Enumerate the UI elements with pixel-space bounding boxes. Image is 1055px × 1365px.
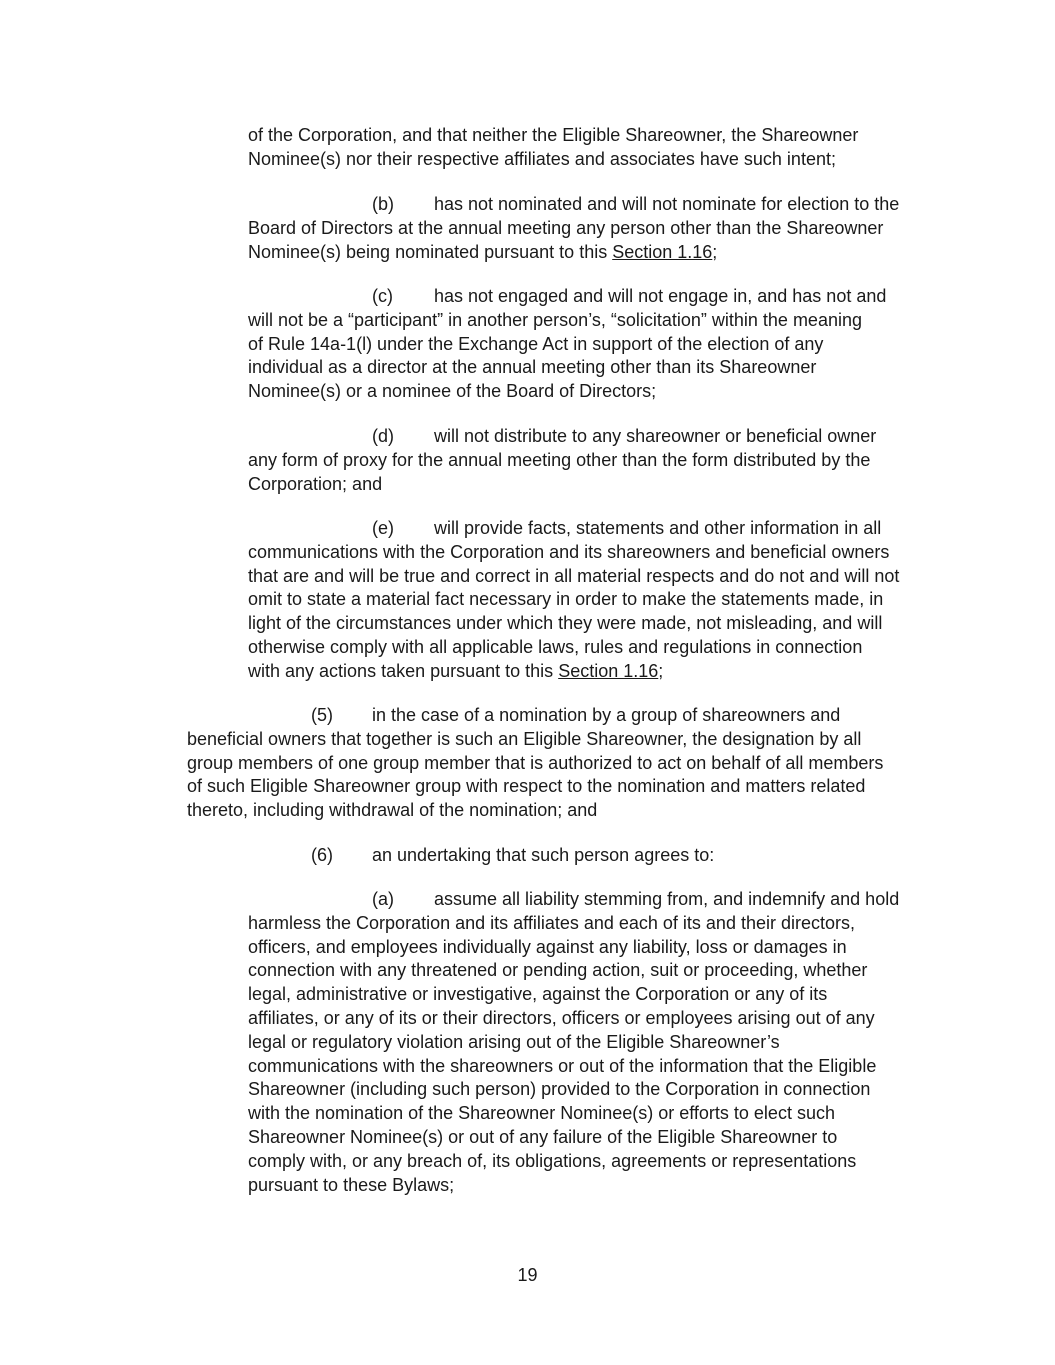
text-line: Nominee(s) or a nominee of the Board of Directors; <box>248 381 657 402</box>
text-line: with the nomination of the Shareowner Nominee(s) or efforts to elect such <box>248 1103 835 1124</box>
text-line: has not nominated and will not nominate for election to the <box>434 194 900 214</box>
text-line: group members of one group member that is authorized to act on behalf of all members <box>187 752 884 773</box>
text-line: Nominee(s) nor their respective affiliates and associates have such intent; <box>248 148 836 169</box>
text-line: legal or regulatory violation arising out of the Eligible Shareowner’s <box>248 1031 780 1052</box>
text-line: will not be a “participant” in another person’s, “solicitation” within the meaning <box>248 309 862 330</box>
text-line: assume all liability stemming from, and indemnify and hold <box>434 889 900 909</box>
clause-first-line <box>248 517 899 541</box>
text-line: otherwise comply with all applicable laws, rules and regulations in connection <box>248 636 863 657</box>
page-number: 19 <box>517 1265 538 1285</box>
clause-last-line <box>248 660 899 684</box>
item-first-line <box>187 844 714 868</box>
clause-label: (e) <box>372 518 394 538</box>
text-line: will provide facts, statements and other information in all <box>434 518 882 538</box>
clause-first-line <box>248 888 899 912</box>
clause-last-line <box>248 241 899 265</box>
text-line: Board of Directors at the annual meeting any person other than the Shareowner <box>248 217 884 238</box>
text-line: legal, administrative or investigative, against the Corporation or any of its <box>248 984 828 1005</box>
text-line: communications with the Corporation and its shareowners and beneficial owners <box>248 541 890 562</box>
text-line: of such Eligible Shareowner group with respect to the nomination and matters related <box>187 776 866 797</box>
text-line: affiliates, or any of its or their directors, officers or employees arising out of any <box>248 1007 875 1028</box>
item-first-line <box>187 704 883 728</box>
text-line: an undertaking that such person agrees to: <box>372 845 715 865</box>
clause-label: (d) <box>372 426 394 446</box>
item-label: (6) <box>311 845 333 865</box>
text-line: Nominee(s) being nominated pursuant to this <box>248 241 613 262</box>
text-line: in the case of a nomination by a group of shareowners and <box>372 705 841 725</box>
clause-b <box>248 193 899 264</box>
text-line: harmless the Corporation and its affiliates and each of its and their directors, <box>248 912 855 933</box>
text-line: officers, and employees individually against any liability, loss or damages in <box>248 936 847 957</box>
text-line: with any actions taken pursuant to this <box>248 660 559 681</box>
punctuation: ; <box>658 660 664 681</box>
clause-label: (c) <box>372 286 393 306</box>
clause-first-line <box>248 425 876 449</box>
text-line: will not distribute to any shareowner or beneficial owner <box>434 426 877 446</box>
text-line: individual as a director at the annual meeting other than its Shareowner <box>248 357 817 378</box>
clause-first-line <box>248 285 886 309</box>
clause-e <box>248 517 899 684</box>
punctuation: ; <box>712 241 718 262</box>
text-line: Shareowner (including such person) provided to the Corporation in connection <box>248 1079 871 1100</box>
item-label: (5) <box>311 705 333 725</box>
text-line: communications with the shareowners or out of the information that the Eligible <box>248 1055 877 1076</box>
continuation-paragraph <box>248 124 858 172</box>
text-line: any form of proxy for the annual meeting other than the form distributed by the <box>248 449 871 470</box>
text-line: that are and will be true and correct in all material respects and do not and will not <box>248 565 900 586</box>
text-line: has not engaged and will not engage in, and has not and <box>434 286 887 306</box>
text-line: light of the circumstances under which they were made, not misleading, and will <box>248 613 883 634</box>
text-line: Corporation; and <box>248 473 383 494</box>
text-line: of the Corporation, and that neither the Eligible Shareowner, the Shareowner <box>248 125 859 145</box>
text-line: Shareowner Nominee(s) or out of any failure of the Eligible Shareowner to <box>248 1126 838 1147</box>
section-reference-link: Section 1.16 <box>558 660 659 681</box>
clause-first-line <box>248 193 899 217</box>
text-line: of Rule 14a-1(l) under the Exchange Act in support of the election of any <box>248 333 824 354</box>
clause-label: (a) <box>372 889 394 909</box>
clause-d <box>248 425 876 496</box>
section-reference-link: Section 1.16 <box>612 241 713 262</box>
item-6 <box>187 844 714 868</box>
clause-label: (b) <box>372 194 394 214</box>
text-line: omit to state a material fact necessary in order to make the statements made, in <box>248 589 884 610</box>
item-5 <box>187 704 883 823</box>
text-line: connection with any threatened or pending action, suit or proceeding, whether <box>248 960 868 981</box>
text-line: beneficial owners that together is such an Eligible Shareowner, the designation by all <box>187 728 862 749</box>
text-line: comply with, or any breach of, its obligations, agreements or representations <box>248 1150 857 1171</box>
text-line: thereto, including withdrawal of the nomination; and <box>187 800 598 821</box>
text-line: pursuant to these Bylaws; <box>248 1174 455 1195</box>
clause-6a <box>248 888 899 1197</box>
clause-c <box>248 285 886 404</box>
